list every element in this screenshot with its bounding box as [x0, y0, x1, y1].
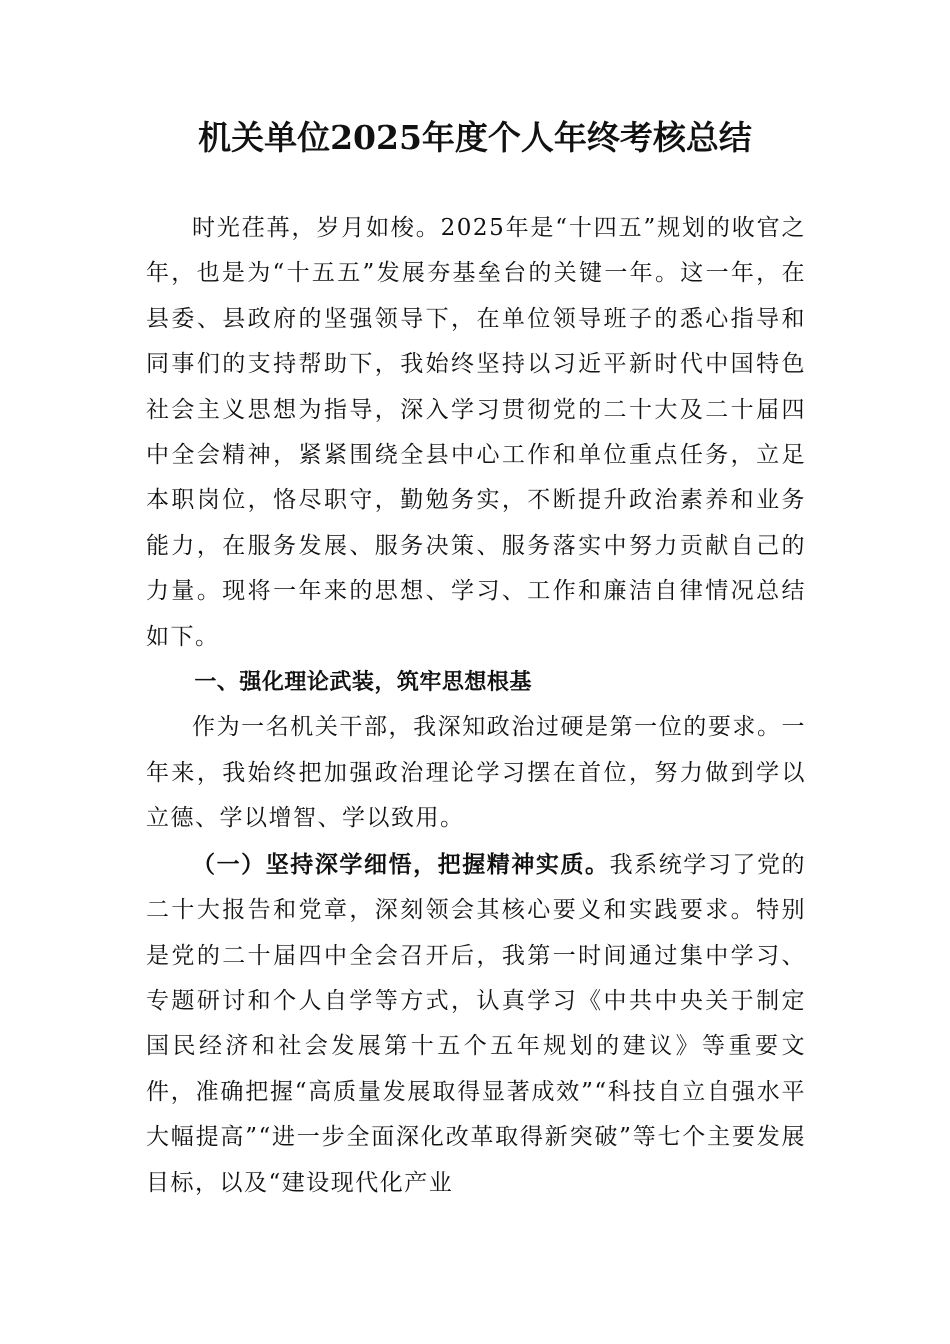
intro-paragraph: 时光荏苒，岁月如梭。2025年是“十四五”规划的收官之年，也是为“十五五”发展夯基垒台的关键一年。这一年，在县委、县政府的坚强领导下，在单位领导班子的悉心指导和同事们的支持帮助下，我始终坚持以习近平新时代中国特色社会主义思想为指导，深入学习贯彻党的二十大及二十届四中全会精神，紧紧围绕全县中心工作和单位重点任务，立足本职岗位，恪尽职守，勤勉务实，不断提升政治素养和业务能力，在服务发展、服务决策、服务落实中努力贡献自己的力量。现将一年来的思想、学习、工作和廉洁自律情况总结如下。: [146, 215, 806, 650]
item-1-lead: （一）坚持深学细悟，把握精神实质。: [192, 850, 610, 878]
item-1-text: 我系统学习了党的二十大报告和党章，深刻领会其核心要义和实践要求。特别是党的二十届四中全会召开后，我第一时间通过集中学习、专题研讨和个人自学等方式，认真学习《中共中央关于制定国民经济和社会发展第十五个五年规划的建议》等重要文件，准确把握“高质量发展取得显著成效”“科技自立自强水平大幅提高”“进一步全面深化改革取得新突破”等七个主要发展目标，以及“建设现代化产业: [146, 851, 806, 1196]
document-title: 机关单位2025年度个人年终考核总结: [198, 118, 752, 157]
section-heading-1: 一、强化理论武装，筑牢思想根基: [194, 670, 532, 696]
document-body: [146, 206, 806, 1206]
section-1-item-1-paragraph: [146, 842, 806, 1206]
section-1-intro-paragraph: 作为一名机关干部，我深知政治过硬是第一位的要求。一年来，我始终把加强政治理论学习摆在首位，努力做到学以立德、学以增智、学以致用。: [146, 714, 806, 832]
